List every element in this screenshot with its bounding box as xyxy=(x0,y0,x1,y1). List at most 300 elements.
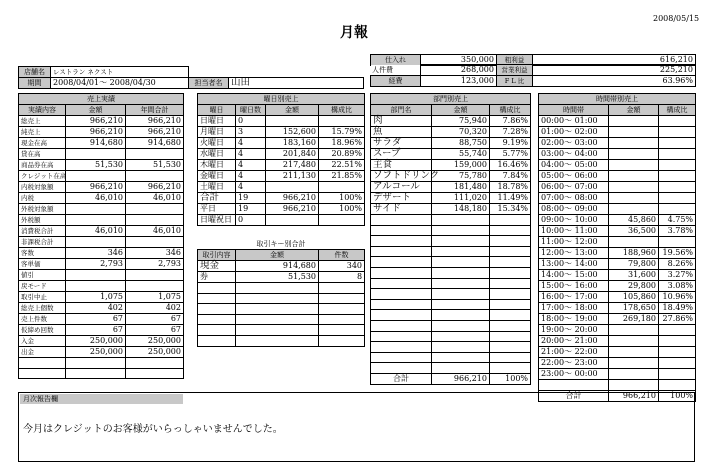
weekday-cell: 201,840 xyxy=(266,149,319,160)
dept-cell: 15.34% xyxy=(490,204,531,215)
sales-cell: 取引中止 xyxy=(19,292,66,303)
dept-cell xyxy=(432,331,490,342)
dept-cell xyxy=(490,363,531,374)
department-table xyxy=(370,93,531,385)
weekday-row xyxy=(198,160,365,171)
keys-cell xyxy=(236,304,319,315)
sales-header: 実績内容 xyxy=(19,105,66,116)
keys-header: 取引内容 xyxy=(198,250,236,261)
weekday-cell: 火曜日 xyxy=(198,138,236,149)
hourly-cell xyxy=(609,127,659,138)
hourly-cell: 15:00～ 16:00 xyxy=(539,281,609,292)
sales-cell: 402 xyxy=(126,303,184,314)
sales-row xyxy=(19,204,184,215)
hourly-row xyxy=(539,171,696,182)
weekday-header: 曜日 xyxy=(198,105,236,116)
period-value: 2008/04/01～ 2008/04/30 xyxy=(51,78,189,89)
weekday-cell: 15.79% xyxy=(319,127,365,138)
sales-row xyxy=(19,149,184,160)
dept-cell xyxy=(432,236,490,247)
dept-cell: デザート xyxy=(371,193,432,204)
dept-cell: サラダ xyxy=(371,138,432,149)
dept-cell xyxy=(490,310,531,321)
dept-cell xyxy=(490,236,531,247)
dept-cell xyxy=(432,320,490,331)
sales-row xyxy=(19,160,184,171)
dept-row xyxy=(371,138,531,149)
sales-cell: 966,210 xyxy=(66,182,126,193)
hourly-row xyxy=(539,380,696,391)
hourly-cell: 36,500 xyxy=(609,226,659,237)
weekday-cell xyxy=(319,116,365,127)
hourly-row xyxy=(539,292,696,303)
transaction-key-table xyxy=(197,239,365,347)
sales-cell: 内税 xyxy=(19,193,66,204)
hourly-cell xyxy=(609,380,659,391)
dept-cell: 7.86% xyxy=(490,116,531,127)
sales-cell xyxy=(66,171,126,182)
dept-cell xyxy=(371,352,432,363)
sales-cell: 値引 xyxy=(19,270,66,281)
dept-cell: サイド xyxy=(371,204,432,215)
weekday-cell: 3 xyxy=(236,127,266,138)
sales-cell xyxy=(66,204,126,215)
hourly-cell: 04:00～ 05:00 xyxy=(539,160,609,171)
keys-cell: 914,680 xyxy=(236,261,319,272)
sales-cell xyxy=(126,171,184,182)
sales-row xyxy=(19,347,184,358)
sales-cell: 内税対象額 xyxy=(19,182,66,193)
weekday-row xyxy=(198,127,365,138)
sales-cell: 402 xyxy=(66,303,126,314)
page-title: 月報 xyxy=(340,25,368,41)
dept-row xyxy=(371,310,531,321)
weekday-cell: 966,210 xyxy=(266,204,319,215)
hourly-cell: 29,800 xyxy=(609,281,659,292)
sales-row xyxy=(19,281,184,292)
dept-cell xyxy=(490,246,531,257)
sales-cell: 966,210 xyxy=(66,116,126,127)
hourly-cell xyxy=(659,336,696,347)
dept-cell: 55,740 xyxy=(432,149,490,160)
hourly-cell: 31,600 xyxy=(609,270,659,281)
dept-cell xyxy=(371,236,432,247)
dept-total-cell: 100% xyxy=(490,373,531,384)
weekday-cell: 0 xyxy=(236,215,266,226)
sales-cell xyxy=(126,149,184,160)
store-name: レストラン ネクスト xyxy=(51,67,189,78)
weekday-cell: 22.51% xyxy=(319,160,365,171)
hourly-row xyxy=(539,314,696,325)
dept-total-cell: 966,210 xyxy=(432,373,490,384)
dept-row xyxy=(371,257,531,268)
weekday-cell: 100% xyxy=(319,204,365,215)
labor-value: 268,000 xyxy=(421,65,497,76)
weekday-row xyxy=(198,182,365,193)
sales-cell: 2,793 xyxy=(126,259,184,270)
gross-profit-label: 粗利益 xyxy=(497,55,533,66)
dept-row xyxy=(371,127,531,138)
keys-cell xyxy=(319,293,365,304)
weekday-cell xyxy=(266,215,319,226)
dept-row xyxy=(371,215,531,226)
hourly-cell xyxy=(659,193,696,204)
dept-cell: ソフトドリンク xyxy=(371,171,432,182)
sales-cell: 46,010 xyxy=(126,226,184,237)
weekday-cell xyxy=(319,215,365,226)
dept-cell xyxy=(490,289,531,300)
hourly-cell: 01:00～ 02:00 xyxy=(539,127,609,138)
hourly-row xyxy=(539,281,696,292)
weekday-cell: 木曜日 xyxy=(198,160,236,171)
store-info-table xyxy=(18,66,364,89)
sales-row xyxy=(19,193,184,204)
sales-cell: 914,680 xyxy=(126,138,184,149)
keys-cell xyxy=(236,325,319,336)
hourly-cell: 79,800 xyxy=(609,259,659,270)
sales-cell: 外税額 xyxy=(19,215,66,226)
hourly-cell: 269,180 xyxy=(609,314,659,325)
weekday-cell: 18.96% xyxy=(319,138,365,149)
hourly-cell xyxy=(609,138,659,149)
dept-cell xyxy=(432,352,490,363)
sales-cell: 非課税合計 xyxy=(19,237,66,248)
keys-cell xyxy=(319,283,365,294)
person-value: 山田 xyxy=(229,78,364,89)
sales-cell: 総売上 xyxy=(19,116,66,127)
hourly-table xyxy=(538,93,696,402)
dept-cell xyxy=(432,342,490,353)
dept-header: 構成比 xyxy=(490,105,531,116)
sales-cell: 現金在高 xyxy=(19,138,66,149)
hourly-total-cell: 966,210 xyxy=(609,390,659,401)
hourly-cell xyxy=(609,182,659,193)
sales-cell: 966,210 xyxy=(126,116,184,127)
hourly-cell xyxy=(539,380,609,391)
sales-row xyxy=(19,368,184,379)
keys-header: 金額 xyxy=(236,250,319,261)
dept-cell xyxy=(490,352,531,363)
weekday-row xyxy=(198,138,365,149)
hourly-cell: 18.49% xyxy=(659,303,696,314)
dept-cell xyxy=(432,257,490,268)
dept-cell xyxy=(490,299,531,310)
period-label: 期間 xyxy=(19,78,51,89)
dept-title: 部門別売上 xyxy=(371,94,531,105)
hourly-cell: 08:00～ 09:00 xyxy=(539,204,609,215)
sales-row xyxy=(19,325,184,336)
weekday-cell: 水曜日 xyxy=(198,149,236,160)
sales-cell: 純売上 xyxy=(19,127,66,138)
weekday-cell: 19 xyxy=(236,204,266,215)
hourly-cell: 27.86% xyxy=(659,314,696,325)
keys-cell xyxy=(319,304,365,315)
dept-cell xyxy=(371,299,432,310)
keys-cell xyxy=(319,314,365,325)
sales-cell: 250,000 xyxy=(126,347,184,358)
keys-header: 件数 xyxy=(319,250,365,261)
hourly-cell: 20:00～ 21:00 xyxy=(539,336,609,347)
weekday-header: 金額 xyxy=(266,105,319,116)
sales-cell xyxy=(66,358,126,369)
dept-cell xyxy=(371,342,432,353)
sales-cell: 966,210 xyxy=(126,127,184,138)
weekday-cell: 183,160 xyxy=(266,138,319,149)
dept-row xyxy=(371,267,531,278)
weekday-cell: 0 xyxy=(236,116,266,127)
weekday-row xyxy=(198,204,365,215)
hourly-cell xyxy=(659,325,696,336)
sales-cell xyxy=(126,270,184,281)
sales-header: 年間合計 xyxy=(126,105,184,116)
hourly-cell xyxy=(659,380,696,391)
hourly-row xyxy=(539,259,696,270)
dept-cell xyxy=(490,225,531,236)
dept-row xyxy=(371,278,531,289)
expense-label: 経費 xyxy=(371,76,421,87)
sales-cell xyxy=(126,281,184,292)
dept-cell xyxy=(371,267,432,278)
summary-table-2 xyxy=(370,64,696,87)
dept-cell xyxy=(371,257,432,268)
weekday-row xyxy=(198,193,365,204)
hourly-cell: 3.08% xyxy=(659,281,696,292)
weekday-row xyxy=(198,215,365,226)
keys-row xyxy=(198,325,365,336)
weekday-cell: 4 xyxy=(236,149,266,160)
dept-cell: 75,940 xyxy=(432,116,490,127)
keys-cell: 51,530 xyxy=(236,272,319,283)
hourly-cell: 21:00～ 22:00 xyxy=(539,347,609,358)
sales-cell xyxy=(66,281,126,292)
dept-cell xyxy=(432,215,490,226)
fl-ratio-label: F L 比 xyxy=(497,76,533,87)
hourly-cell: 10.96% xyxy=(659,292,696,303)
hourly-row xyxy=(539,248,696,259)
sales-cell: 51,530 xyxy=(66,160,126,171)
weekday-title: 曜日別売上 xyxy=(198,94,365,105)
memo-text: 今月はクレジットのお客様がいらっしゃいませんでした。 xyxy=(23,424,283,435)
hourly-cell xyxy=(609,193,659,204)
dept-cell: 5.77% xyxy=(490,149,531,160)
hourly-row xyxy=(539,160,696,171)
hourly-cell xyxy=(659,127,696,138)
sales-title: 売上実績 xyxy=(19,94,184,105)
keys-cell xyxy=(198,283,236,294)
keys-cell: 券 xyxy=(198,272,236,283)
keys-row xyxy=(198,304,365,315)
hourly-row xyxy=(539,336,696,347)
hourly-cell: 17:00～ 18:00 xyxy=(539,303,609,314)
labor-label-text: 人件費 xyxy=(372,66,393,74)
dept-row xyxy=(371,149,531,160)
sales-cell: 売上件数 xyxy=(19,314,66,325)
keys-row xyxy=(198,272,365,283)
sales-cell: 仮締め回数 xyxy=(19,325,66,336)
dept-cell xyxy=(490,278,531,289)
dept-cell xyxy=(432,225,490,236)
dept-cell xyxy=(371,320,432,331)
hourly-cell xyxy=(609,149,659,160)
purchase-label: 仕入れ xyxy=(371,55,421,66)
dept-cell xyxy=(432,363,490,374)
keys-cell xyxy=(236,283,319,294)
dept-row xyxy=(371,363,531,374)
hourly-cell: 3.78% xyxy=(659,226,696,237)
hourly-cell: 8.26% xyxy=(659,259,696,270)
hourly-row xyxy=(539,204,696,215)
hourly-row xyxy=(539,369,696,380)
fl-ratio-value: 63.96% xyxy=(533,76,696,87)
hourly-cell: 12:00～ 13:00 xyxy=(539,248,609,259)
hourly-total-cell: 合計 xyxy=(539,390,609,401)
dept-header: 金額 xyxy=(432,105,490,116)
sales-cell: 250,000 xyxy=(66,347,126,358)
operating-profit-label: 営業利益 xyxy=(497,65,533,76)
dept-row xyxy=(371,225,531,236)
hourly-cell: 19.56% xyxy=(659,248,696,259)
sales-cell: 250,000 xyxy=(126,336,184,347)
sales-cell: 商品券在高 xyxy=(19,160,66,171)
dept-cell xyxy=(490,215,531,226)
sales-cell: 67 xyxy=(66,314,126,325)
weekday-cell xyxy=(266,182,319,193)
dept-cell xyxy=(432,267,490,278)
hourly-cell: 188,960 xyxy=(609,248,659,259)
hourly-cell xyxy=(609,325,659,336)
weekday-header: 構成比 xyxy=(319,105,365,116)
sales-cell: 46,010 xyxy=(126,193,184,204)
summary-row xyxy=(371,76,696,87)
summary-row xyxy=(371,65,696,76)
dept-total-cell: 合計 xyxy=(371,373,432,384)
dept-cell: 148,180 xyxy=(432,204,490,215)
dept-row xyxy=(371,289,531,300)
sales-cell: 51,530 xyxy=(126,160,184,171)
purchase-value: 350,000 xyxy=(421,55,497,66)
sales-cell: 46,010 xyxy=(66,226,126,237)
sales-cell: 総売上個数 xyxy=(19,303,66,314)
sales-row xyxy=(19,259,184,270)
hourly-cell xyxy=(609,237,659,248)
hourly-row xyxy=(539,138,696,149)
sales-row xyxy=(19,292,184,303)
weekday-cell: 土曜日 xyxy=(198,182,236,193)
dept-row xyxy=(371,182,531,193)
sales-table xyxy=(18,93,184,379)
hourly-cell xyxy=(609,116,659,127)
dept-cell: 75,780 xyxy=(432,171,490,182)
sales-row xyxy=(19,314,184,325)
store-label: 店舗名 xyxy=(19,67,51,78)
dept-cell: 魚 xyxy=(371,127,432,138)
dept-cell: 肉 xyxy=(371,116,432,127)
dept-cell xyxy=(432,289,490,300)
sales-header: 金額 xyxy=(66,105,126,116)
weekday-cell: 日曜日 xyxy=(198,116,236,127)
sales-row xyxy=(19,270,184,281)
hourly-cell: 45,860 xyxy=(609,215,659,226)
sales-cell xyxy=(19,368,66,379)
weekday-cell: 966,210 xyxy=(266,193,319,204)
hourly-header: 構成比 xyxy=(659,105,696,116)
sales-cell: 67 xyxy=(126,314,184,325)
hourly-cell xyxy=(659,358,696,369)
dept-row xyxy=(371,331,531,342)
weekday-cell: 合計 xyxy=(198,193,236,204)
hourly-cell xyxy=(659,204,696,215)
weekday-cell: 日曜祝日 xyxy=(198,215,236,226)
hourly-cell xyxy=(659,171,696,182)
sales-cell: クレジット在高 xyxy=(19,171,66,182)
hourly-cell xyxy=(659,369,696,380)
keys-cell xyxy=(198,304,236,315)
sales-row xyxy=(19,303,184,314)
sales-cell: 入金 xyxy=(19,336,66,347)
hourly-cell xyxy=(659,347,696,358)
sales-cell: 914,680 xyxy=(66,138,126,149)
weekday-cell: 4 xyxy=(236,182,266,193)
hourly-total-cell: 100% xyxy=(659,390,696,401)
sales-row xyxy=(19,127,184,138)
weekday-cell: 20.89% xyxy=(319,149,365,160)
keys-cell xyxy=(236,293,319,304)
sales-cell: 966,210 xyxy=(126,182,184,193)
sales-cell xyxy=(66,368,126,379)
sales-cell: 戻モード xyxy=(19,281,66,292)
sales-cell xyxy=(126,204,184,215)
weekday-row xyxy=(198,116,365,127)
dept-row xyxy=(371,236,531,247)
keys-cell xyxy=(236,314,319,325)
dept-cell xyxy=(371,310,432,321)
sales-cell: 出金 xyxy=(19,347,66,358)
dept-cell: 16.46% xyxy=(490,160,531,171)
sales-cell: 250,000 xyxy=(66,336,126,347)
dept-header: 部門名 xyxy=(371,105,432,116)
hourly-row xyxy=(539,116,696,127)
dept-cell: 7.84% xyxy=(490,171,531,182)
dept-row xyxy=(371,299,531,310)
dept-cell: 9.19% xyxy=(490,138,531,149)
hourly-cell xyxy=(609,160,659,171)
dept-cell xyxy=(371,215,432,226)
hourly-row xyxy=(539,193,696,204)
hourly-header: 時間帯 xyxy=(539,105,609,116)
sales-row xyxy=(19,237,184,248)
hourly-cell: 3.27% xyxy=(659,270,696,281)
dept-cell xyxy=(490,267,531,278)
dept-cell xyxy=(371,278,432,289)
dept-cell xyxy=(371,246,432,257)
weekday-cell: 4 xyxy=(236,138,266,149)
weekday-cell: 211,130 xyxy=(266,171,319,182)
sales-cell: 貸在高 xyxy=(19,149,66,160)
hourly-cell: 06:00～ 07:00 xyxy=(539,182,609,193)
keys-row xyxy=(198,261,365,272)
hourly-cell xyxy=(609,369,659,380)
hourly-row xyxy=(539,303,696,314)
keys-cell xyxy=(198,293,236,304)
dept-row xyxy=(371,116,531,127)
dept-cell: スープ xyxy=(371,149,432,160)
hourly-cell: 23:00～ 00:00 xyxy=(539,369,609,380)
dept-cell: 7.28% xyxy=(490,127,531,138)
dept-cell xyxy=(432,299,490,310)
sales-cell: 1,075 xyxy=(66,292,126,303)
sales-cell: 67 xyxy=(66,325,126,336)
memo-label: 月次報告欄 xyxy=(20,394,183,404)
